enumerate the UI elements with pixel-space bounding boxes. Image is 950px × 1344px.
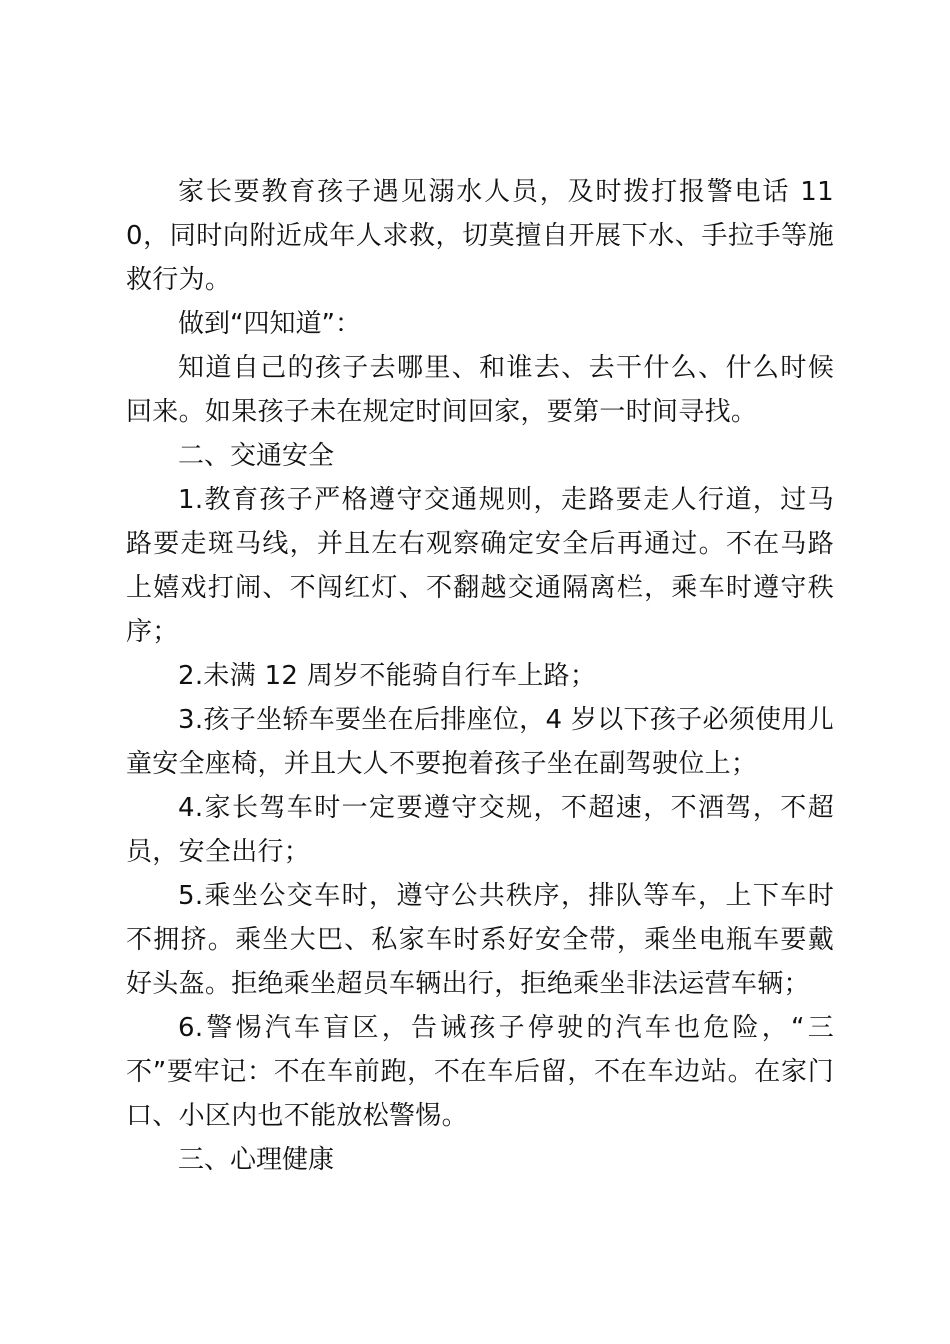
paragraph-four-knows-detail: 知道自己的孩子去哪里、和谁去、去干什么、什么时候回来。如果孩子未在规定时间回家，要第一时间寻找。 <box>126 353 834 427</box>
section-heading-mental-health: 三、心理健康 <box>178 1145 335 1175</box>
paragraph-traffic-rule-3: 3.孩子坐轿车要坐在后排座位，4 岁以下孩子必须使用儿童安全座椅，并且大人不要抱着孩子坐在副驾驶位上； <box>126 705 834 779</box>
paragraph-four-knows-intro: 做到“四知道”： <box>178 309 361 339</box>
section-heading-traffic-safety: 二、交通安全 <box>178 441 335 471</box>
paragraph-traffic-rule-1: 1.教育孩子严格遵守交通规则，走路要走人行道，过马路要走斑马线，并且左右观察确定安全后再通过。不在马路上嬉戏打闹、不闯红灯、不翻越交通隔离栏，乘车时遵守秩序； <box>126 485 834 647</box>
paragraph-traffic-rule-5: 5.乘坐公交车时，遵守公共秩序，排队等车，上下车时不拥挤。乘坐大巴、私家车时系好安全带，乘坐电瓶车要戴好头盔。拒绝乘坐超员车辆出行，拒绝乘坐非法运营车辆； <box>126 881 834 999</box>
paragraph-traffic-rule-2: 2.未满 12 周岁不能骑自行车上路； <box>178 661 597 691</box>
paragraph-drowning-report: 家长要教育孩子遇见溺水人员，及时拨打报警电话 110，同时向附近成年人求救，切莫擅自开展下水、手拉手等施救行为。 <box>126 177 834 295</box>
paragraph-traffic-rule-6: 6.警惕汽车盲区，告诫孩子停驶的汽车也危险，“三不”要牢记：不在车前跑，不在车后留，不在车边站。在家门口、小区内也不能放松警惕。 <box>126 1013 834 1131</box>
document-body <box>126 170 834 1182</box>
paragraph-traffic-rule-4: 4.家长驾车时一定要遵守交规，不超速，不酒驾，不超员，安全出行； <box>126 793 834 867</box>
